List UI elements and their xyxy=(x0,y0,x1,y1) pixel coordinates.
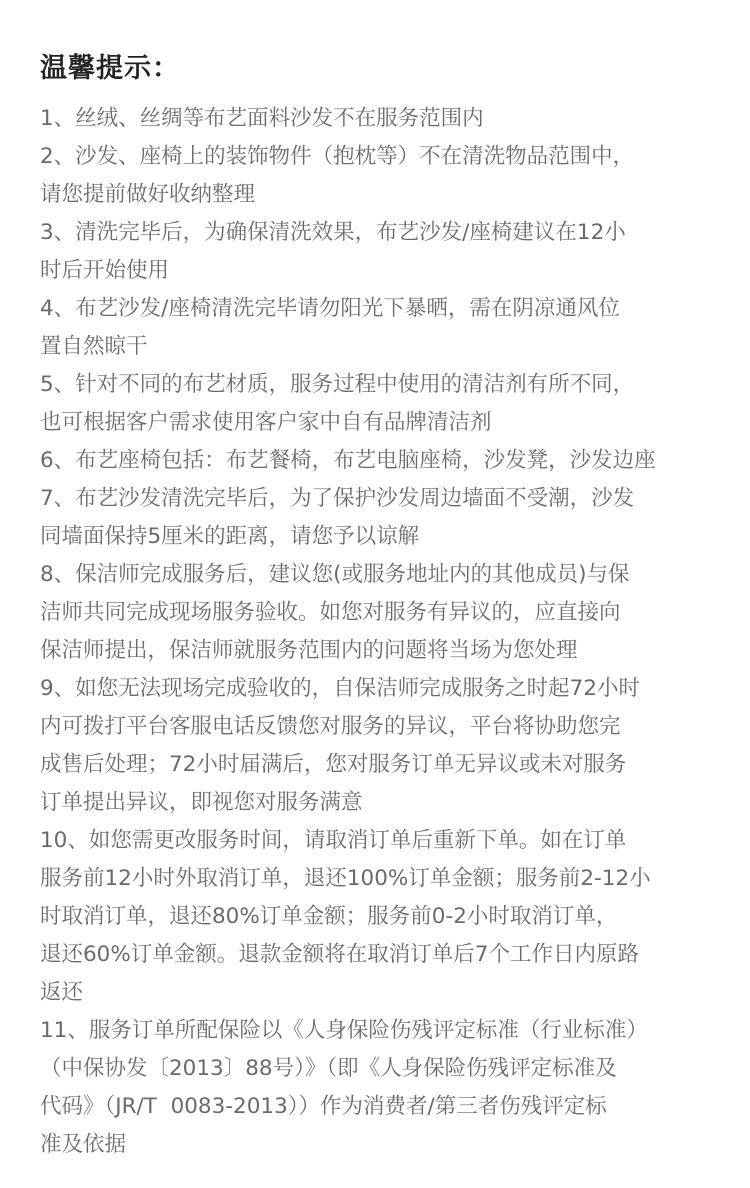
page-title: 温馨提示： xyxy=(40,53,180,84)
list-item xyxy=(40,214,714,290)
note-line: 1、丝绒、丝绸等布艺面料沙发不在服务范围内 xyxy=(40,106,484,131)
note-line: 8、保洁师完成服务后，建议您(或服务地址内的其他成员)与保 xyxy=(40,562,630,587)
note-line: 时后开始使用 xyxy=(40,258,170,283)
note-line: 置自然晾干 xyxy=(40,334,148,359)
note-line: 退还60%订单金额。退款金额将在取消订单后7个工作日内原路 xyxy=(40,942,639,967)
note-line: 请您提前做好收纳整理 xyxy=(40,182,256,207)
note-line: 11、服务订单所配保险以《人身保险伤残评定标准（行业标准） xyxy=(40,1018,648,1043)
note-line: 内可拨打平台客服电话反馈您对服务的异议，平台将协助您完 xyxy=(40,714,621,739)
note-line: 服务前12小时外取消订单，退还100%订单金额；服务前2-12小 xyxy=(40,866,651,891)
list-item xyxy=(40,556,714,670)
note-line: 6、布艺座椅包括：布艺餐椅，布艺电脑座椅，沙发凳，沙发边座 xyxy=(40,448,656,473)
note-line: 返还 xyxy=(40,980,84,1005)
note-line: 2、沙发、座椅上的装饰物件（抱枕等）不在清洗物品范围中， xyxy=(40,144,635,169)
note-line: 同墙面保持5厘米的距离，请您予以谅解 xyxy=(40,524,420,549)
list-item xyxy=(40,366,714,442)
list-item xyxy=(40,1012,714,1164)
note-line: 保洁师提出，保洁师就服务范围内的问题将当场为您处理 xyxy=(40,638,578,663)
list-item xyxy=(40,480,714,556)
note-line: 成售后处理；72小时届满后，您对服务订单无异议或未对服务 xyxy=(40,752,627,777)
note-line: 也可根据客户需求使用客户家中自有品牌清洁剂 xyxy=(40,410,492,435)
note-line: 7、布艺沙发清洗完毕后，为了保护沙发周边墙面不受潮，沙发 xyxy=(40,486,635,511)
list-item xyxy=(40,100,714,138)
tips-list xyxy=(40,100,714,1164)
note-line: 5、针对不同的布艺材质，服务过程中使用的清洁剂有所不同， xyxy=(40,372,635,397)
list-item xyxy=(40,442,714,480)
note-line: 准及依据 xyxy=(40,1132,127,1157)
note-line: 代码》（JR/T 0083-2013））作为消费者/第三者伤残评定标 xyxy=(40,1094,607,1119)
note-line: 10、如您需更改服务时间，请取消订单后重新下单。如在订单 xyxy=(40,828,627,853)
list-item xyxy=(40,822,714,1012)
list-item xyxy=(40,670,714,822)
note-line: 时取消订单，退还80%订单金额；服务前0-2小时取消订单， xyxy=(40,904,618,929)
list-item xyxy=(40,290,714,366)
list-item xyxy=(40,138,714,214)
note-line: 4、布艺沙发/座椅清洗完毕请勿阳光下暴晒，需在阴凉通风位 xyxy=(40,296,620,321)
note-line: （中保协发〔2013〕88号）》（即《人身保险伤残评定标准及 xyxy=(40,1056,617,1081)
note-line: 洁师共同完成现场服务验收。如您对服务有异议的，应直接向 xyxy=(40,600,621,625)
note-line: 3、清洗完毕后，为确保清洗效果，布艺沙发/座椅建议在12小 xyxy=(40,220,626,245)
note-line: 订单提出异议，即视您对服务满意 xyxy=(40,790,363,815)
note-line: 9、如您无法现场完成验收的，自保洁师完成服务之时起72小时 xyxy=(40,676,641,701)
